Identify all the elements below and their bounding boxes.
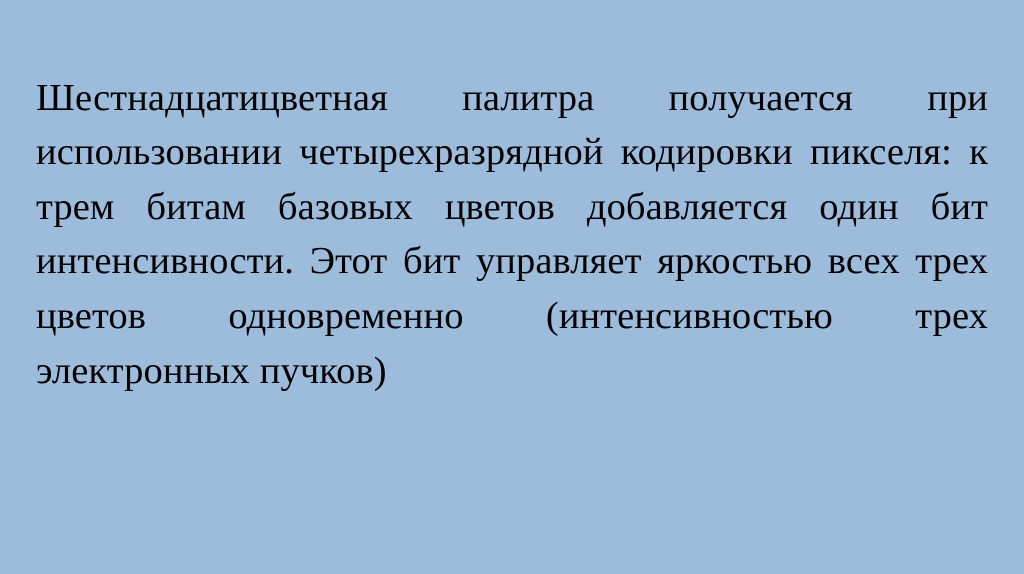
slide-body-text: Шестнадцатицветная палитра получается при использовании четырехразрядной кодировки пикселя: к трем битам базовых цветов добавляется один бит интенсивности. Этот бит управляет яркостью всех трех цветов одновременно (интенсивностью трех электронных пучков) [36, 76, 999, 392]
